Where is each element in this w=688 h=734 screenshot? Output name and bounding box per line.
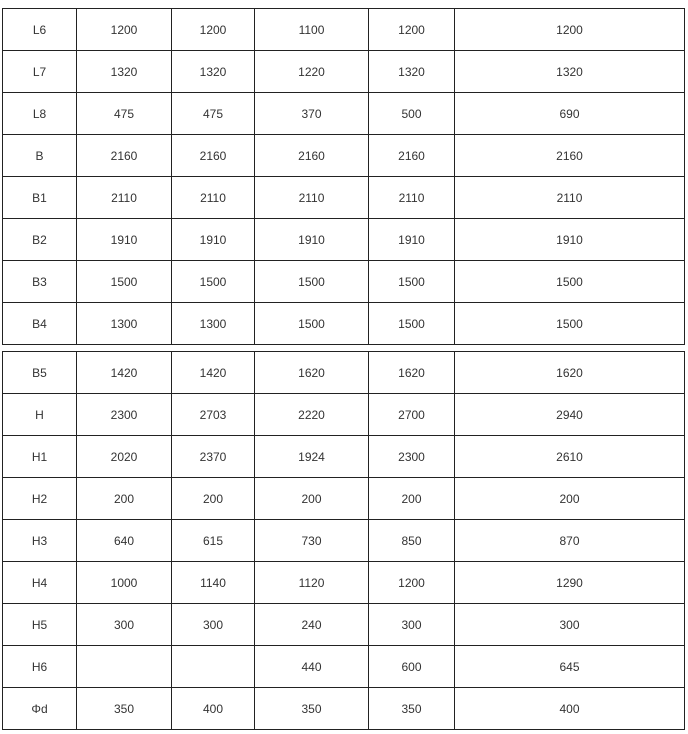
value-cell: 1910	[77, 219, 172, 261]
value-cell: 350	[77, 688, 172, 730]
value-cell: 1320	[172, 51, 255, 93]
value-cell: 1910	[172, 219, 255, 261]
value-cell: 200	[255, 478, 369, 520]
value-cell: 2220	[255, 394, 369, 436]
value-cell: 350	[255, 688, 369, 730]
value-cell	[77, 646, 172, 688]
value-cell: 2703	[172, 394, 255, 436]
value-cell: 1620	[255, 352, 369, 394]
value-cell: 1300	[172, 303, 255, 345]
table-row	[3, 261, 685, 303]
row-label-cell: L6	[3, 9, 77, 51]
table-row	[3, 9, 685, 51]
value-cell: 2110	[455, 177, 685, 219]
value-cell: 870	[455, 520, 685, 562]
table-row	[3, 646, 685, 688]
value-cell: 300	[172, 604, 255, 646]
value-cell: 1500	[172, 261, 255, 303]
row-label-cell: B2	[3, 219, 77, 261]
value-cell: 350	[369, 688, 455, 730]
row-label-cell: B	[3, 135, 77, 177]
value-cell: 1120	[255, 562, 369, 604]
row-label-cell: B5	[3, 352, 77, 394]
value-cell: 645	[455, 646, 685, 688]
table-row	[3, 303, 685, 345]
value-cell: 2160	[255, 135, 369, 177]
value-cell: 2940	[455, 394, 685, 436]
value-cell: 2160	[369, 135, 455, 177]
row-label-cell: H2	[3, 478, 77, 520]
row-label-cell: H	[3, 394, 77, 436]
value-cell: 1200	[369, 9, 455, 51]
value-cell: 1220	[255, 51, 369, 93]
dimension-table-bottom	[2, 351, 685, 730]
value-cell: 1500	[455, 303, 685, 345]
value-cell: 1320	[455, 51, 685, 93]
value-cell: 1100	[255, 9, 369, 51]
value-cell: 1500	[255, 261, 369, 303]
value-cell: 1320	[77, 51, 172, 93]
value-cell: 730	[255, 520, 369, 562]
value-cell: 300	[77, 604, 172, 646]
value-cell: 300	[455, 604, 685, 646]
table-row	[3, 51, 685, 93]
value-cell: 2610	[455, 436, 685, 478]
value-cell: 640	[77, 520, 172, 562]
value-cell: 1200	[369, 562, 455, 604]
value-cell: 1140	[172, 562, 255, 604]
value-cell: 1500	[455, 261, 685, 303]
row-label-cell: H3	[3, 520, 77, 562]
row-label-cell: H4	[3, 562, 77, 604]
value-cell: 2160	[455, 135, 685, 177]
value-cell: 370	[255, 93, 369, 135]
value-cell: 400	[172, 688, 255, 730]
value-cell: 2110	[369, 177, 455, 219]
value-cell: 2160	[77, 135, 172, 177]
row-label-cell: H5	[3, 604, 77, 646]
value-cell: 600	[369, 646, 455, 688]
value-cell: 1500	[77, 261, 172, 303]
value-cell: 1910	[255, 219, 369, 261]
value-cell: 2110	[77, 177, 172, 219]
value-cell: 1500	[255, 303, 369, 345]
value-cell: 1300	[77, 303, 172, 345]
value-cell: 1290	[455, 562, 685, 604]
value-cell: 2020	[77, 436, 172, 478]
table-row	[3, 177, 685, 219]
value-cell: 1200	[455, 9, 685, 51]
value-cell: 1200	[172, 9, 255, 51]
value-cell: 200	[77, 478, 172, 520]
value-cell: 690	[455, 93, 685, 135]
value-cell: 850	[369, 520, 455, 562]
value-cell: 475	[172, 93, 255, 135]
value-cell: 2370	[172, 436, 255, 478]
value-cell: 1420	[77, 352, 172, 394]
value-cell: 2110	[172, 177, 255, 219]
value-cell: 2160	[172, 135, 255, 177]
value-cell: 2700	[369, 394, 455, 436]
value-cell: 1500	[369, 261, 455, 303]
value-cell: 1200	[77, 9, 172, 51]
value-cell: 1924	[255, 436, 369, 478]
value-cell: 200	[455, 478, 685, 520]
table-row	[3, 688, 685, 730]
value-cell: 440	[255, 646, 369, 688]
table-row	[3, 135, 685, 177]
value-cell: 1420	[172, 352, 255, 394]
row-label-cell: B3	[3, 261, 77, 303]
dimension-table-top	[2, 8, 685, 345]
value-cell: 1620	[455, 352, 685, 394]
value-cell: 300	[369, 604, 455, 646]
value-cell: 1320	[369, 51, 455, 93]
value-cell: 500	[369, 93, 455, 135]
row-label-cell: B4	[3, 303, 77, 345]
table-row	[3, 604, 685, 646]
table-row	[3, 562, 685, 604]
value-cell: 400	[455, 688, 685, 730]
row-label-cell: L7	[3, 51, 77, 93]
value-cell: 1910	[455, 219, 685, 261]
value-cell: 2300	[77, 394, 172, 436]
table-row	[3, 478, 685, 520]
row-label-cell: H1	[3, 436, 77, 478]
table-row	[3, 352, 685, 394]
value-cell	[172, 646, 255, 688]
row-label-cell: L8	[3, 93, 77, 135]
row-label-cell: H6	[3, 646, 77, 688]
table-row	[3, 394, 685, 436]
value-cell: 475	[77, 93, 172, 135]
value-cell: 200	[369, 478, 455, 520]
table-row	[3, 93, 685, 135]
value-cell: 1000	[77, 562, 172, 604]
table-row	[3, 219, 685, 261]
table-row	[3, 436, 685, 478]
value-cell: 240	[255, 604, 369, 646]
row-label-cell: B1	[3, 177, 77, 219]
value-cell: 1910	[369, 219, 455, 261]
value-cell: 200	[172, 478, 255, 520]
value-cell: 1500	[369, 303, 455, 345]
row-label-cell: Φd	[3, 688, 77, 730]
value-cell: 2110	[255, 177, 369, 219]
value-cell: 1620	[369, 352, 455, 394]
value-cell: 615	[172, 520, 255, 562]
value-cell: 2300	[369, 436, 455, 478]
table-row	[3, 520, 685, 562]
